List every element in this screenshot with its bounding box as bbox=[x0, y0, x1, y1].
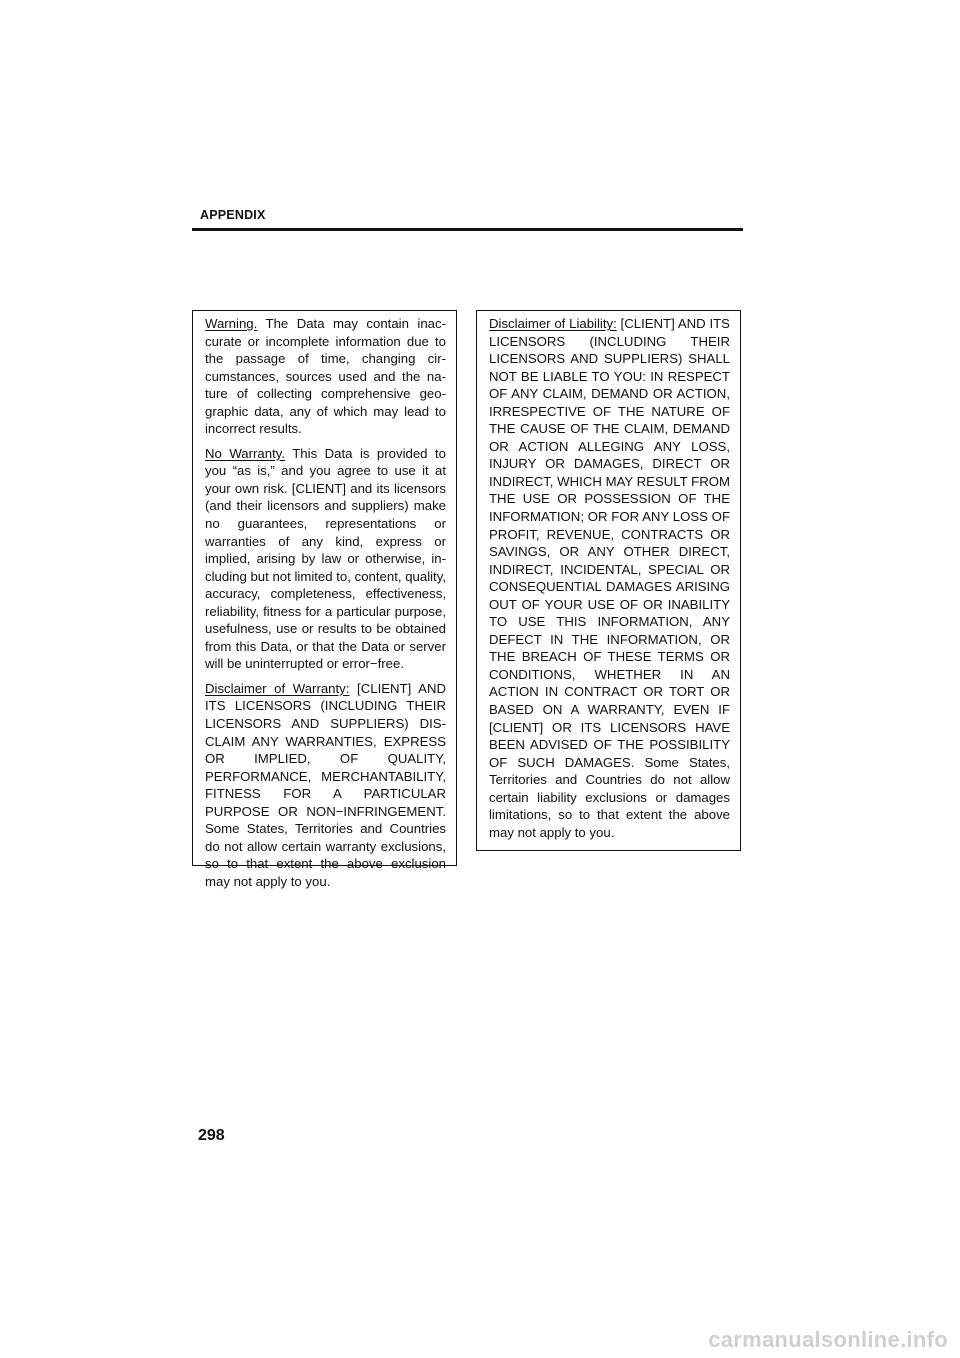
disclaimer-of-liability-paragraph bbox=[489, 315, 730, 841]
watermark-text: carmanualsonline.info bbox=[708, 1327, 948, 1352]
page-number: 298 bbox=[198, 1127, 225, 1144]
disclaimer-of-liability-label: Disclaimer of Liability: bbox=[489, 316, 617, 331]
no-warranty-paragraph bbox=[205, 445, 446, 673]
left-notice-box bbox=[192, 310, 457, 889]
header-rule bbox=[192, 228, 743, 231]
no-warranty-text: This Data is provided to you “as is,” and you agree to use it at your own risk. [CLIENT] and its licensors (and their licensors and suppliers) make no guarantees, representations or warranties of any kind, express or implied, arising by law or otherwise, including but not limited to, content, quality, accuracy, completeness, effectiveness, reliability, fitness for a particular purpose, usefulness, use or results to be obtained from this Data, or that the Data or server will be uninterrupted or error−free. bbox=[205, 445, 446, 672]
disclaimer-of-warranty-label: Disclaimer of Warranty: bbox=[205, 680, 350, 696]
disclaimer-of-warranty-paragraph bbox=[205, 680, 446, 891]
disclaimer-of-warranty-text: [CLIENT] AND ITS LICENSORS (INCLUDING THEIR LICENSORS AND SUPPLIERS) DISCLAIM ANY WARRANTIES, EXPRESS OR IMPLIED, OF QUALITY, PERFORMANCE, MERCHANTABILITY, FITNESS FOR A PARTICULAR PURPOSE OR NON−INFRINGEMENT. Some States, Territories and Countries do not allow certain warranty exclusions, so to that extent the above exclusion may not apply to you. bbox=[205, 680, 446, 889]
right-notice-box bbox=[476, 310, 741, 851]
section-header-label: APPENDIX bbox=[200, 208, 266, 222]
no-warranty-label: No Warranty. bbox=[205, 445, 286, 461]
warning-text: The Data may contain inaccurate or incomplete information due to the passage of time, changing circumstances, sources used and the nature of collecting comprehensive geographic data, any of which may lead to incorrect results. bbox=[205, 316, 446, 437]
warning-label: Warning. bbox=[205, 316, 258, 331]
disclaimer-of-liability-text: [CLIENT] AND ITS LICENSORS (INCLUDING THEIR LICENSORS AND SUPPLIERS) SHALL NOT BE LIABLE TO YOU: IN RESPECT OF ANY CLAIM, DEMAND OR ACTION, IRRESPECTIVE OF THE NATURE OF THE CAUSE OF THE CLAIM, DEMAND OR ACTION ALLEGING ANY LOSS, INJURY OR DAMAGES, DIRECT OR INDIRECT, WHICH MAY RESULT FROM THE USE OR POSSESSION OF THE INFORMATION; OR FOR ANY LOSS OF PROFIT, REVENUE, CONTRACTS OR SAVINGS, OR ANY OTHER DIRECT, INDIRECT, INCIDENTAL, SPECIAL OR CONSEQUENTIAL DAMAGES ARISING OUT OF YOUR USE OF OR INABILITY TO USE THIS INFORMATION, ANY DEFECT IN THE INFORMATION, OR THE BREACH OF THESE TERMS OR CONDITIONS, WHETHER IN AN ACTION IN CONTRACT OR TORT OR BASED ON A WARRANTY, EVEN IF [CLIENT] OR ITS LICENSORS HAVE BEEN ADVISED OF THE POSSIBILITY OF SUCH DAMAGES. Some States, Territories and Countries do not allow certain liability exclusions or damages limitations, so to that extent the above may not apply to you. bbox=[489, 316, 730, 840]
warning-paragraph bbox=[205, 315, 446, 438]
